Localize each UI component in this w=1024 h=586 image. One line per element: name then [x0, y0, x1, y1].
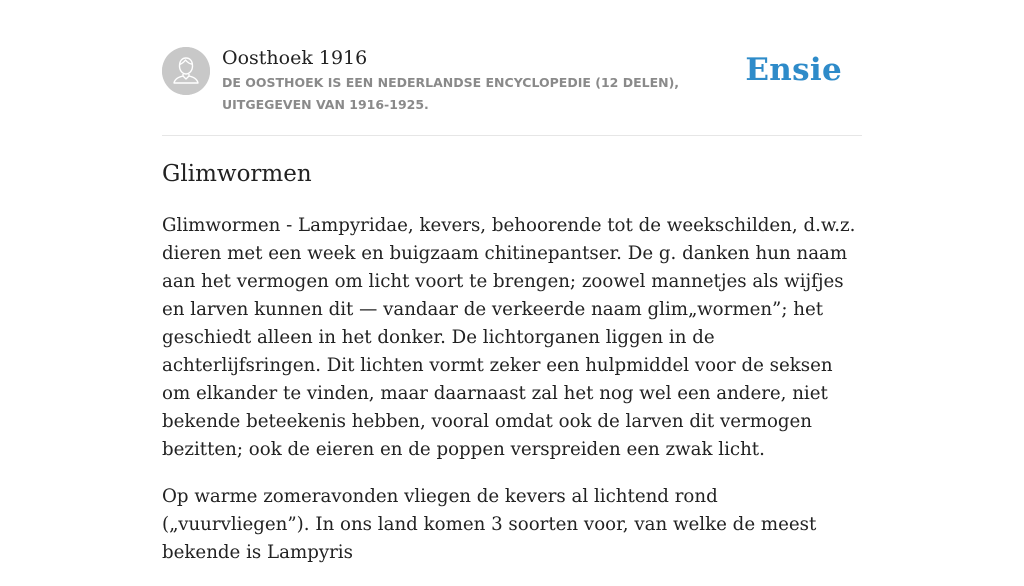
user-avatar-icon	[162, 47, 210, 95]
entry-paragraph: Op warme zomeravonden vliegen de kevers al lichtend rond („vuurvliegen”). In ons land komen 3 soorten voor, van welke de meest bekende is Lampyris	[162, 486, 817, 563]
source-title[interactable]: Oosthoek 1916	[222, 47, 368, 69]
header-divider	[162, 135, 862, 136]
ensie-logo[interactable]: Ensie	[745, 52, 842, 88]
entry-paragraph: Glimwormen - Lampyridae, kevers, behoorende tot de weekschilden, d.w.z. dieren met een week en buigzaam chitinepantser. De g. danken hun naam aan het vermogen om licht voort te brengen; zoowel mannetjes als wijfjes en larven kunnen dit — vandaar de verkeerde naam glim„wormen”; het geschiedt alleen in het donker. De lichtorganen liggen in de achterlijfsringen. Dit lichten vormt zeker een hulpmiddel voor de seksen om elkander te vinden, maar daarnaast zal het nog wel een andere, niet bekende beteekenis hebben, vooral omdat ook de larven dit vermogen bezitten; ook de eieren en de poppen verspreiden een zwak licht.	[162, 215, 856, 460]
entry-body	[162, 212, 864, 586]
entry-title: Glimwormen	[162, 161, 312, 187]
source-header	[162, 46, 862, 116]
source-description: DE OOSTHOEK IS EEN NEDERLANDSE ENCYCLOPEDIE (12 DELEN), UITGEGEVEN VAN 1916-1925.	[222, 75, 680, 112]
